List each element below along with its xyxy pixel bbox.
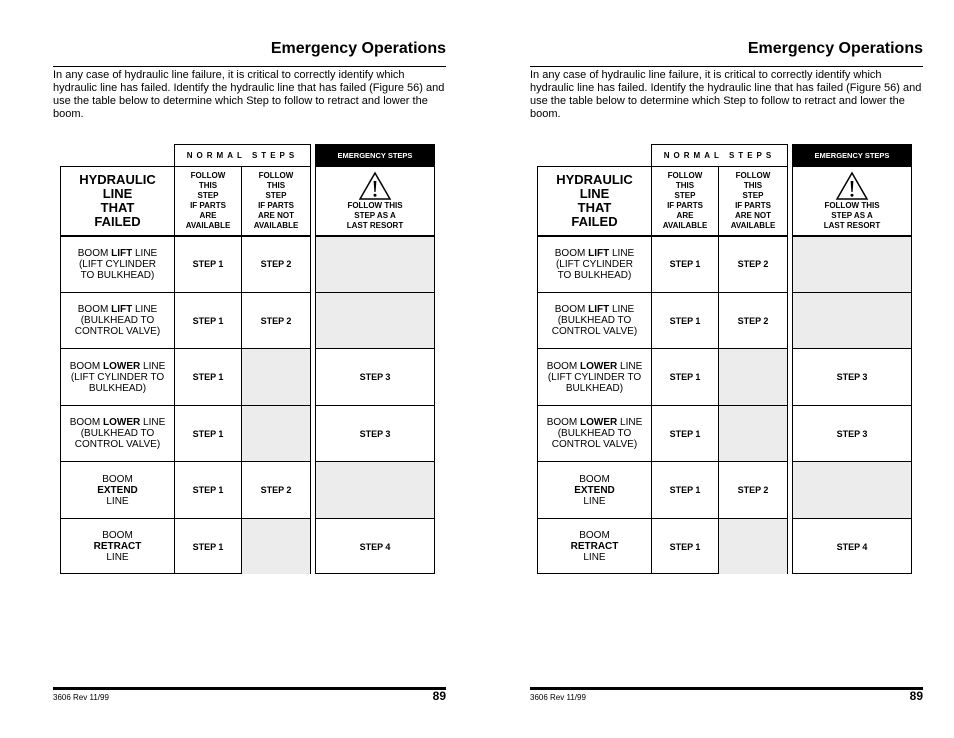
header-line: ARE [199, 211, 217, 220]
table-cell-step-parts-available: STEP 1 [175, 349, 242, 405]
table-cell-step-parts-not-available: STEP 2 [737, 315, 769, 326]
hydraulic-line-label [75, 304, 160, 337]
table-row-hydraulic-line [61, 462, 175, 518]
col-header-step-parts-available [652, 167, 719, 235]
header-line: AVAILABLE [185, 221, 231, 230]
header-line: FOLLOW [190, 171, 226, 180]
line-text-bold: LIFT [588, 304, 610, 315]
line-text-bold: RETRACT [570, 541, 619, 552]
table-cell-step-parts-available: STEP 1 [175, 462, 242, 518]
table-cell-last-resort: STEP 3 [836, 428, 868, 439]
document-revision: 3606 Rev 11/99 [530, 693, 586, 702]
line-text: LINE [140, 360, 166, 372]
line-text: BOOM [579, 473, 610, 485]
line-text: LINE [609, 304, 635, 315]
line-text [78, 248, 157, 259]
line-text: BULKHEAD) [88, 382, 147, 394]
header-line: STEP [197, 191, 219, 200]
page-title: Emergency Operations [270, 40, 446, 57]
normal-steps-header: NORMAL STEPS [651, 144, 788, 166]
line-text-bold: LOWER [103, 360, 141, 372]
line-text: BOOM [77, 247, 112, 259]
hydraulic-line-label [94, 530, 142, 563]
col-header-text [663, 171, 708, 231]
header-line: THAT [577, 200, 612, 215]
table-row-hydraulic-line [61, 293, 175, 348]
col-header-text [254, 171, 299, 231]
header-line: IF PARTS [190, 201, 226, 210]
header-line: ARE NOT [735, 211, 771, 220]
table-row-hydraulic-line [61, 236, 175, 292]
table-row-hydraulic-line [61, 519, 175, 574]
emergency-steps-grid [792, 166, 912, 574]
table-cell-last-resort [793, 237, 911, 292]
hydraulic-line-label [547, 361, 643, 394]
line-text-bold: LIFT [111, 247, 133, 259]
table-cell-last-resort [316, 237, 434, 292]
table-row-hydraulic-line [538, 349, 652, 405]
table-cell-step-parts-available: STEP 1 [652, 349, 719, 405]
header-line: FOLLOW [735, 171, 771, 180]
line-text: (LIFT CYLINDER TO [70, 371, 165, 383]
table-cell-last-resort [316, 462, 434, 518]
header-line: FAILED [94, 214, 141, 229]
line-text-bold: LOWER [103, 417, 141, 428]
table-row-hydraulic-line [538, 236, 652, 292]
table-row-hydraulic-line [538, 293, 652, 348]
table-cell-step-parts-not-available [242, 406, 310, 461]
line-text: BOOM [579, 530, 610, 541]
table-cell-step-parts-available: STEP 1 [652, 236, 719, 292]
col-header-step-parts-not-available [242, 167, 310, 235]
line-text: CONTROL VALVE) [74, 326, 161, 337]
line-text-bold: LIFT [111, 304, 133, 315]
line-text [555, 248, 634, 259]
header-line: HYDRAULIC [556, 172, 633, 187]
hydraulic-line-label [571, 530, 619, 563]
table-cell-step-parts-not-available [719, 406, 787, 461]
table-row-hydraulic-line [538, 519, 652, 574]
table-row-hydraulic-line [538, 406, 652, 461]
header-line: THIS [266, 181, 286, 190]
line-text: BOOM [554, 304, 589, 315]
line-text: TO BULKHEAD) [557, 269, 632, 281]
header-line: FOLLOW THIS [347, 201, 403, 210]
table-row-hydraulic-line [538, 462, 652, 518]
line-text: (BULKHEAD TO [557, 315, 632, 326]
header-line: IF PARTS [667, 201, 703, 210]
line-text [75, 304, 160, 315]
table-cell-step-parts-not-available: STEP 2 [737, 259, 769, 269]
col-header-text [186, 171, 231, 231]
col-header-text [79, 173, 156, 229]
table-cell-step-parts-available: STEP 1 [652, 406, 719, 461]
emergency-steps-grid [315, 166, 435, 574]
line-text: CONTROL VALVE) [74, 439, 161, 450]
normal-steps-header: NORMAL STEPS [174, 144, 311, 166]
line-text: (LIFT CYLINDER [555, 258, 634, 270]
line-text: CONTROL VALVE) [551, 439, 638, 450]
line-text: BOOM [102, 530, 133, 541]
col-header-hydraulic-line [538, 167, 652, 235]
hydraulic-line-label [552, 304, 637, 337]
line-text: LINE [106, 495, 129, 507]
table-cell-last-resort [316, 293, 434, 348]
hydraulic-line-label [547, 417, 643, 450]
page-number: 89 [909, 689, 923, 703]
hydraulic-line-label [70, 417, 166, 450]
header-line: ARE [676, 211, 694, 220]
line-text: BOOM [102, 473, 133, 485]
table-cell-step-parts-available: STEP 1 [175, 519, 242, 574]
col-header-last-resort [316, 167, 434, 235]
header-line: HYDRAULIC [79, 172, 156, 187]
line-text-bold: LOWER [580, 417, 618, 428]
table-cell-step-parts-available: STEP 1 [175, 236, 242, 292]
header-line: STEP AS A [831, 211, 873, 220]
intro-paragraph: In any case of hydraulic line failure, it is critical to correctly identify which hydraulic line has failed. Identify the hydraulic line that has failed (Figure 56) and use the table below to determine which Step to follow to retract and lower the boom. [530, 69, 922, 120]
line-text: LINE [106, 552, 129, 563]
line-text-bold: LIFT [588, 247, 610, 259]
footer-rule [53, 687, 446, 690]
line-text: (BULKHEAD TO [80, 428, 155, 439]
table-row-hydraulic-line [61, 406, 175, 461]
header-line: LINE [102, 186, 133, 201]
title-rule [53, 66, 446, 67]
line-text [552, 304, 637, 315]
col-header-text [347, 171, 403, 231]
table-cell-step-parts-not-available: STEP 2 [260, 485, 292, 495]
header-line: THIS [198, 181, 218, 190]
table-cell-last-resort: STEP 3 [836, 372, 868, 382]
header-line: THAT [100, 200, 135, 215]
title-rule [530, 66, 923, 67]
header-line: STEP [674, 191, 696, 200]
footer-rule [530, 687, 923, 690]
col-header-text [824, 171, 880, 231]
manual-page [477, 0, 954, 738]
header-line: STEP [265, 191, 287, 200]
header-line: FAILED [571, 214, 618, 229]
line-text-bold: EXTEND [97, 484, 138, 496]
table-cell-step-parts-not-available: STEP 2 [737, 485, 769, 495]
line-text: (BULKHEAD TO [557, 428, 632, 439]
line-text: TO BULKHEAD) [80, 269, 155, 281]
line-text: LINE [617, 360, 643, 372]
line-text [547, 417, 643, 428]
warning-triangle-icon [835, 171, 869, 201]
col-header-text [556, 173, 633, 229]
page-number: 89 [432, 689, 446, 703]
col-header-text [731, 171, 776, 231]
line-text: (BULKHEAD TO [80, 315, 155, 326]
hydraulic-line-label [70, 361, 166, 394]
normal-steps-grid [60, 166, 311, 574]
header-line: FOLLOW THIS [824, 201, 880, 210]
hydraulic-line-label [97, 474, 138, 507]
page-title: Emergency Operations [747, 40, 923, 57]
header-line: FOLLOW [667, 171, 703, 180]
line-text: CONTROL VALVE) [551, 326, 638, 337]
table-cell-step-parts-available: STEP 1 [652, 462, 719, 518]
table-cell-last-resort [793, 462, 911, 518]
line-text: BOOM [546, 360, 581, 372]
line-text-bold: LOWER [580, 360, 618, 372]
line-text: (LIFT CYLINDER [78, 258, 157, 270]
hydraulic-line-label [574, 474, 615, 507]
col-header-hydraulic-line [61, 167, 175, 235]
header-line: FOLLOW [258, 171, 294, 180]
line-text: BOOM [546, 417, 581, 428]
line-text [70, 417, 166, 428]
hydraulic-line-label [78, 248, 157, 281]
document-revision: 3606 Rev 11/99 [53, 693, 109, 702]
col-header-step-parts-not-available [719, 167, 787, 235]
line-text: LINE [132, 247, 158, 259]
header-line: AVAILABLE [730, 221, 776, 230]
header-line: LAST RESORT [346, 221, 404, 230]
table-cell-step-parts-not-available [242, 349, 310, 405]
header-line: THIS [675, 181, 695, 190]
header-line: AVAILABLE [253, 221, 299, 230]
header-line: IF PARTS [735, 201, 771, 210]
line-text: LINE [609, 247, 635, 259]
col-header-step-parts-available [175, 167, 242, 235]
line-text: (LIFT CYLINDER TO [547, 371, 642, 383]
table-row-hydraulic-line [61, 349, 175, 405]
table-cell-step-parts-not-available: STEP 2 [260, 315, 292, 326]
line-text-bold: RETRACT [93, 541, 142, 552]
table-cell-step-parts-available: STEP 1 [175, 293, 242, 348]
line-text: LINE [140, 417, 166, 428]
table-cell-step-parts-not-available [719, 349, 787, 405]
line-text: LINE [583, 495, 606, 507]
hydraulic-line-label [555, 248, 634, 281]
header-line: IF PARTS [258, 201, 294, 210]
line-text: BOOM [69, 360, 104, 372]
header-line: THIS [743, 181, 763, 190]
line-text: LINE [583, 552, 606, 563]
table-cell-step-parts-not-available [242, 519, 310, 574]
col-header-last-resort [793, 167, 911, 235]
header-line: STEP [742, 191, 764, 200]
line-text: LINE [132, 304, 158, 315]
table-cell-last-resort: STEP 3 [359, 428, 391, 439]
line-text: BOOM [69, 417, 104, 428]
line-text: BOOM [554, 247, 589, 259]
table-cell-step-parts-available: STEP 1 [652, 293, 719, 348]
emergency-steps-header: EMERGENCY STEPS [792, 144, 912, 166]
table-cell-step-parts-not-available [719, 519, 787, 574]
table-cell-step-parts-not-available: STEP 2 [260, 259, 292, 269]
normal-steps-grid [537, 166, 788, 574]
emergency-steps-header: EMERGENCY STEPS [315, 144, 435, 166]
header-line: STEP AS A [354, 211, 396, 220]
line-text: LINE [617, 417, 643, 428]
line-text-bold: EXTEND [574, 484, 615, 496]
line-text: BOOM [77, 304, 112, 315]
table-cell-last-resort: STEP 4 [836, 541, 868, 552]
intro-paragraph: In any case of hydraulic line failure, it is critical to correctly identify which hydraulic line has failed. Identify the hydraulic line that has failed (Figure 56) and use the table below to determine which Step to follow to retract and lower the boom. [53, 69, 445, 120]
table-cell-step-parts-available: STEP 1 [652, 519, 719, 574]
warning-triangle-icon [358, 171, 392, 201]
header-line: LINE [579, 186, 610, 201]
line-text: BULKHEAD) [565, 382, 624, 394]
header-line: ARE NOT [258, 211, 294, 220]
table-cell-last-resort [793, 293, 911, 348]
table-cell-last-resort: STEP 4 [359, 541, 391, 552]
header-line: LAST RESORT [823, 221, 881, 230]
line-text [70, 361, 166, 372]
table-cell-last-resort: STEP 3 [359, 372, 391, 382]
header-line: AVAILABLE [662, 221, 708, 230]
table-cell-step-parts-available: STEP 1 [175, 406, 242, 461]
line-text [547, 361, 643, 372]
